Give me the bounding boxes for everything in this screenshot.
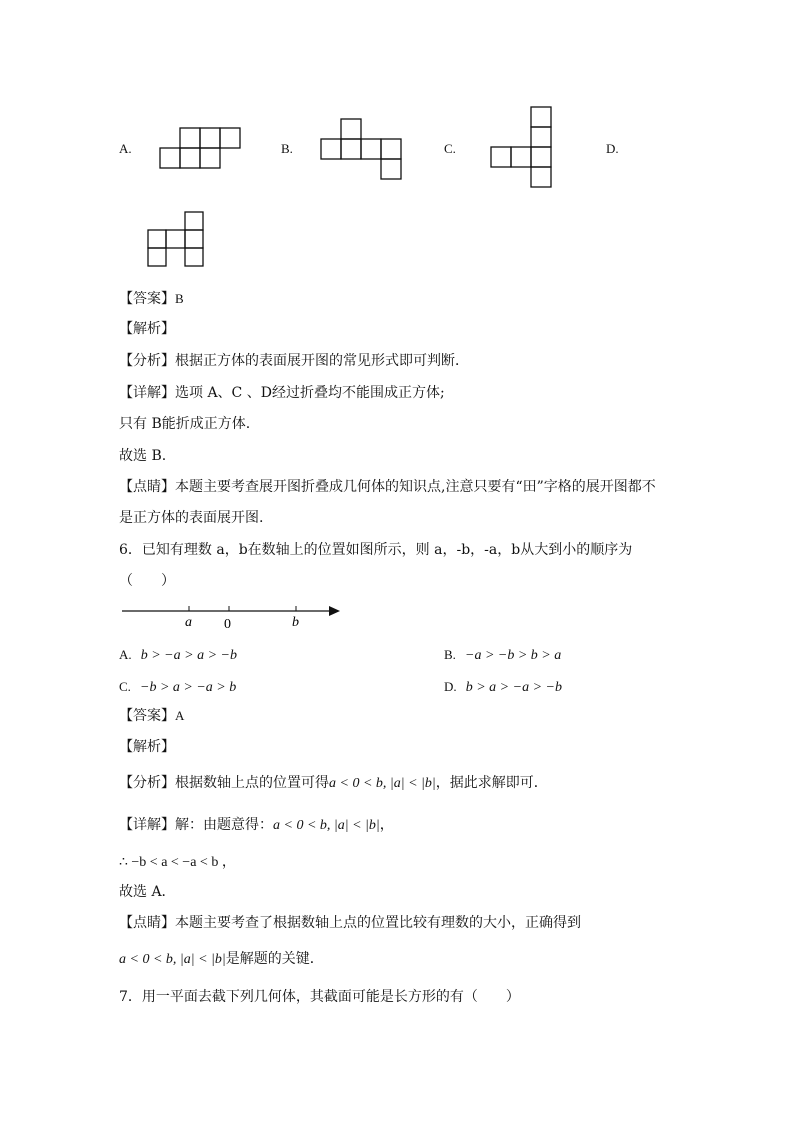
option-expr: −a > −b > b > a — [465, 648, 562, 663]
option-expr: −b > a > −a > b — [140, 680, 237, 695]
q6-stem: 6．已知有理数 a，b在数轴上的位置如图所示，则 a，-b，-a，b从大到小的顺序为 — [119, 542, 633, 558]
option-expr: b > a > −a > −b — [465, 680, 562, 695]
xiangjie-math: a < 0 < b, |a| < |b| — [273, 818, 380, 833]
dianjing-text: 本题主要考查了根据数轴上点的位置比较有理数的大小，正确得到 — [175, 915, 581, 931]
q6-therefore: ∴ −b < a < −a < b ， — [119, 855, 236, 870]
option-expr: b > −a > a > −b — [140, 648, 237, 663]
number-line — [122, 600, 352, 640]
fenxi-math: a < 0 < b, |a| < |b| — [329, 776, 436, 791]
net-c-figure — [490, 106, 560, 196]
q6-xiangjie — [119, 815, 394, 836]
net-d-figure — [147, 211, 217, 271]
q5-line3: 故选 B. — [119, 448, 167, 464]
q6-option-c — [119, 676, 236, 696]
fenxi-text: 根据正方体的表面展开图的常见形式即可判断． — [175, 353, 469, 369]
numberline-label-b: b — [292, 615, 299, 630]
dianjing-text1: 本题主要考查展开图折叠成几何体的知识点,注意只要有“田”字格的展开图都不 — [175, 479, 656, 495]
q6-fenxi — [119, 773, 548, 794]
option-b-letter: B. — [281, 141, 293, 156]
q5-fenxi — [119, 351, 469, 371]
q6-option-d — [444, 676, 562, 696]
xiangjie-label: 【详解】 — [119, 385, 175, 401]
q5-analysis-label: 【解析】 — [119, 321, 175, 337]
q5-xiangjie — [119, 383, 445, 403]
option-c-letter: C. — [444, 141, 456, 156]
q6-option-b — [444, 644, 561, 664]
q6-key — [119, 949, 324, 970]
answer-label: 【答案】 — [119, 291, 175, 307]
option-letter: C. — [119, 679, 131, 694]
net-a-figure — [159, 127, 249, 177]
q5-answer — [119, 289, 184, 309]
fenxi-label: 【分析】 — [119, 353, 175, 369]
fenxi-post: ，据此求解即可． — [435, 775, 548, 791]
xiangjie-text: 选项 A、C 、D经过折叠均不能围成正方体; — [175, 385, 445, 401]
fenxi-label: 【分析】 — [119, 775, 175, 791]
xiangjie-label: 【详解】 — [119, 817, 175, 833]
net-b-figure — [320, 118, 410, 188]
xiangjie-pre: 解：由题意得： — [175, 817, 273, 833]
option-letter: D. — [444, 679, 457, 694]
q6-option-a — [119, 644, 237, 664]
xiangjie-post: ， — [379, 817, 394, 833]
dianjing-label: 【点睛】 — [119, 479, 175, 495]
option-a-letter: A. — [119, 141, 132, 156]
answer-label: 【答案】 — [119, 708, 175, 724]
key-math: a < 0 < b, |a| < |b| — [119, 952, 226, 967]
option-letter: B. — [444, 647, 456, 662]
q7-stem: 7．用一平面去截下列几何体，其截面可能是长方形的有（ ） — [119, 989, 520, 1005]
option-d-letter: D. — [606, 141, 619, 156]
option-letter: A. — [119, 647, 132, 662]
q6-choose: 故选 A． — [119, 884, 176, 900]
q6-analysis-label: 【解析】 — [119, 739, 175, 755]
key-post: 是解题的关键． — [225, 951, 324, 967]
q5-dianjing-cont: 是正方体的表面展开图. — [119, 510, 264, 526]
q6-answer — [119, 706, 184, 726]
q5-dianjing — [119, 477, 656, 497]
fenxi-pre: 根据数轴上点的位置可得 — [175, 775, 329, 791]
answer-value: A — [175, 708, 185, 723]
numberline-label-a: a — [185, 615, 192, 630]
numberline-label-0: 0 — [224, 617, 231, 632]
answer-value: B — [175, 291, 184, 306]
q6-paren: （ ） — [119, 573, 175, 589]
q5-line2: 只有 B能折成正方体. — [119, 416, 251, 432]
q6-dianjing — [119, 913, 581, 933]
dianjing-label: 【点睛】 — [119, 915, 175, 931]
